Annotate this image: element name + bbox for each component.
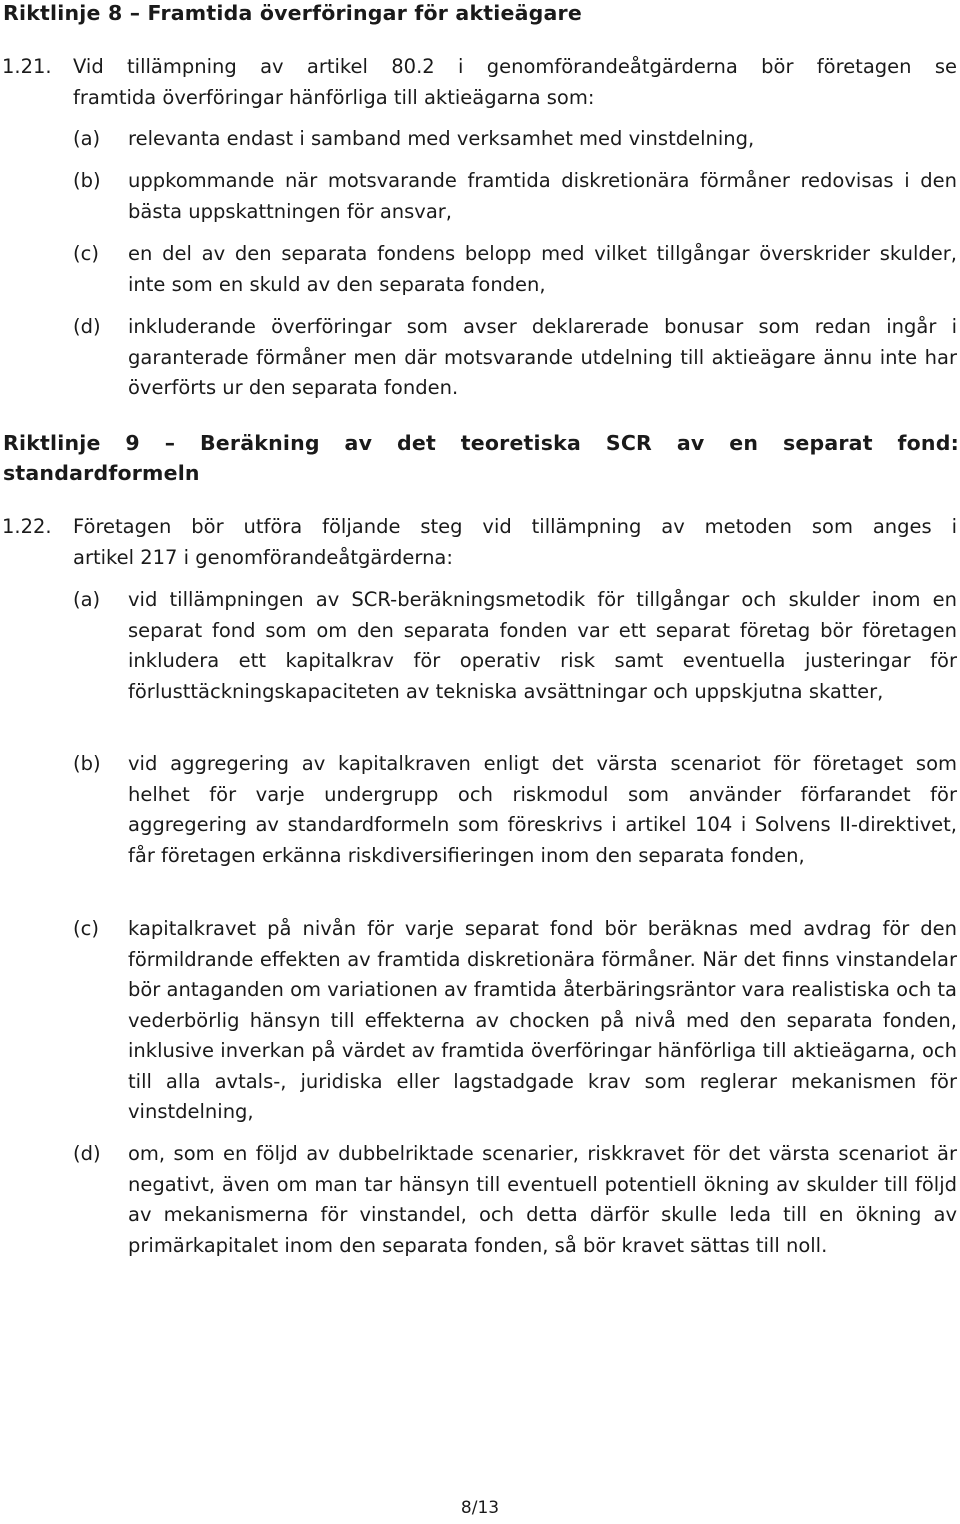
item-label: (c) (73, 242, 99, 265)
paragraph-1-21 (0, 52, 957, 113)
paragraph-number: 1.21. (2, 55, 52, 78)
item-text: vid aggregering av kapitalkraven enligt det värsta scenariot för företaget som helhet för varje undergrupp och riskmodul som använder förfarandet för aggregering av standardformeln som föreskrivs i artikel 104 i Solvens II-direktivet, får företagen erkänna riskdiversifieringen inom den separata fonden, (128, 752, 957, 867)
item-text: en del av den separata fondens belopp med vilket tillgångar överskrider skulder, inte som en skuld av den separata fonden, (128, 242, 957, 296)
paragraph-number: 1.22. (2, 515, 52, 538)
item-text: uppkommande när motsvarande framtida diskretionära förmåner redovisas i den bästa uppskattningen för ansvar, (128, 169, 957, 223)
paragraph-text-line1: Vid tillämpning av artikel 80.2 i genomförandeåtgärderna bör företagen se (73, 55, 957, 78)
item-label: (c) (73, 917, 99, 940)
paragraph-text-line1: Företagen bör utföra följande steg vid tillämpning av metoden som anges i (73, 515, 957, 538)
guideline-9-heading: Riktlinje 9 – Beräkning av det teoretiska SCR av en separat fond: standardformeln (3, 431, 959, 485)
paragraph-1-22 (0, 512, 957, 573)
item-label: (a) (73, 588, 101, 611)
item-text: kapitalkravet på nivån för varje separat fond bör beräknas med avdrag för den förmildrande effekten av framtida diskretionära förmåner. När det finns vinstandelar bör antaganden om variationen av framtida återbäringsräntor vara realistiska och ta vederbörlig hänsyn till effekterna av chocken på nivå med den separata fonden, inklusive inverkan på värdet av framtida överföringar hänförliga till aktieägarna, och till alla avtals-, juridiska eller lagstadgade krav som reglerar mekanismen för vinstdelning, (128, 917, 957, 1123)
item-label: (a) (73, 127, 101, 150)
item-text: inkluderande överföringar som avser deklarerade bonusar som redan ingår i garanterade förmåner men där motsvarande utdelning till aktieägare ännu inte har överförts ur den separata fonden. (128, 315, 957, 399)
item-text: om, som en följd av dubbelriktade scenarier, riskkravet för det värsta scenariot är negativt, även om man tar hänsyn till eventuell potentiell ökning av skulder till följd av mekanismerna för vinstandel, och detta därför skulle leda till en ökning av primärkapitalet inom den separata fonden, så bör kravet sättas till noll. (128, 1142, 957, 1257)
item-label: (d) (73, 315, 101, 338)
item-label: (b) (73, 169, 101, 192)
guideline-8-heading: Riktlinje 8 – Framtida överföringar för aktieägare (3, 1, 582, 25)
item-label: (b) (73, 752, 101, 775)
item-label: (d) (73, 1142, 101, 1165)
page-number: 8/13 (460, 1498, 500, 1518)
paragraph-text-line2: artikel 217 i genomförandeåtgärderna: (73, 545, 453, 569)
item-text: vid tillämpningen av SCR-beräkningsmetodik för tillgångar och skulder inom en separat fond som om den separata fonden var ett separat företag bör företagen inkludera ett kapitalkrav för operativ risk samt eventuella justeringar för förlusttäckningskapaciteten av tekniska avsättningar och uppskjutna skatter, (128, 588, 957, 703)
paragraph-text-line2: framtida överföringar hänförliga till aktieägarna som: (73, 85, 595, 109)
item-text: relevanta endast i samband med verksamhet med vinstdelning, (128, 127, 755, 150)
